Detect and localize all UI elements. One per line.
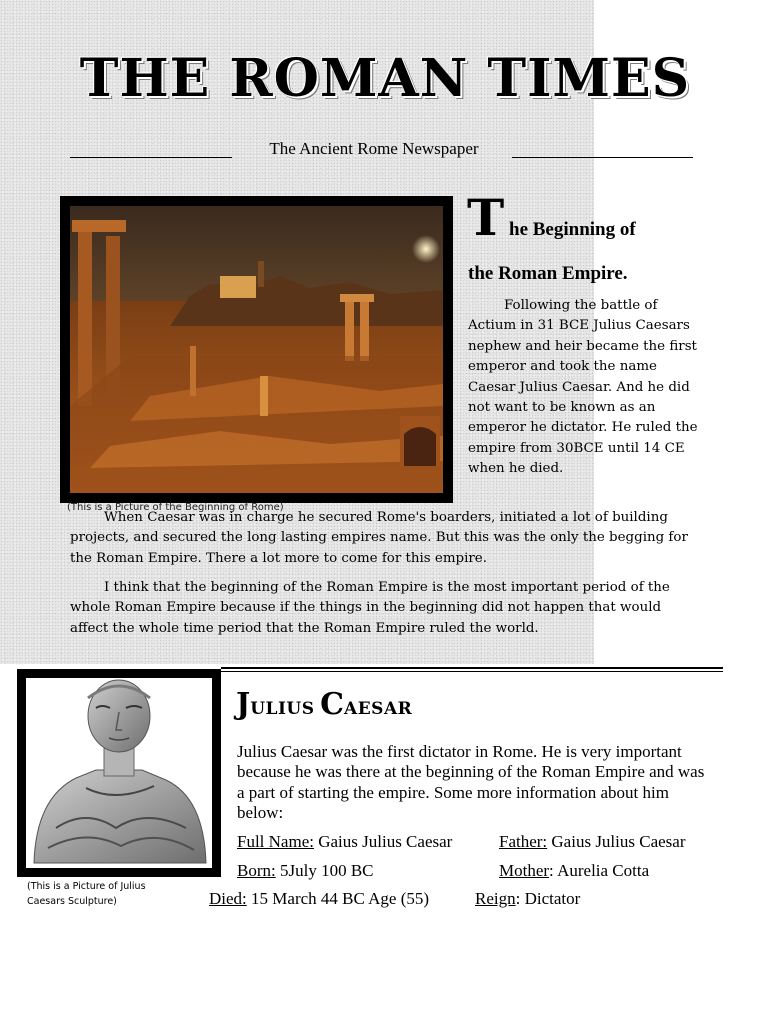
article-column-text: Following the battle of Actium in 31 BCE Julius Caesars nephew and heir became the first emperor and took the name Caesar Julius Caesar. And he did not want to be known as an emperor he dictator. He ruled the empire from 30BCE until 14 CE when he died. [468, 298, 698, 477]
fact-father-value: Gaius Julius Caesar [547, 832, 686, 851]
fact-mother-label: Mother [499, 861, 550, 880]
rome-ruins-photo [60, 196, 453, 503]
fact-born-label: Born: [237, 861, 276, 880]
caesar-photo-caption [27, 879, 207, 909]
caesar-bust-photo [17, 669, 221, 877]
fact-born [237, 861, 374, 881]
fact-died-label: Died: [209, 889, 247, 908]
fact-father [499, 832, 686, 852]
fact-reign-value: : Dictator [515, 889, 581, 908]
fact-died-value: 15 March 44 BC Age (55) [246, 889, 430, 908]
article-headline: he Beginning of [509, 219, 636, 240]
fact-full-name-label: Full Name: [237, 832, 314, 851]
fact-mother-value: : Aurelia Cotta [549, 861, 650, 880]
section-divider-thin [221, 671, 723, 672]
heading-rest-aesar: AESAR [344, 699, 413, 719]
heading-initial-j: J [236, 687, 251, 722]
fact-reign-label: Reign [475, 889, 516, 908]
article-paragraph-2: When Caesar was in charge he secured Rome's boarders, initiated a lot of building projects, and secured the long lasting empires name. But this was the only the begging for the Roman Empire. There a lot more to come for this empire. [70, 510, 688, 566]
julius-caesar-paragraph: Julius Caesar was the first dictator in Rome. He is very important because he was there at the beginning of the Roman Empire and was a part of starting the empire. Some more information about him below: [237, 742, 705, 822]
article-paragraph-3: I think that the beginning of the Roman Empire is the most important period of the whole Roman Empire because if the things in the beginning did not happen that would affect the whole time period that the Roman Empire ruled the world. [70, 580, 670, 636]
subtitle-rule-left [70, 157, 232, 158]
article-headline-line2: the Roman Empire. [468, 263, 628, 284]
heading-rest-ulius: ULIUS [250, 699, 315, 719]
fact-full-name [237, 832, 452, 852]
rome-photo-caption: (This is a Picture of the Beginning of Rome) [67, 502, 284, 513]
section-divider [221, 667, 723, 669]
heading-initial-c: C [320, 687, 345, 722]
fact-reign [475, 889, 580, 909]
caesar-caption-line1: (This is a Picture of Julius [27, 881, 146, 892]
fact-died [209, 889, 429, 909]
newspaper-title: THE ROMAN TIMES [79, 48, 691, 109]
caesar-caption-line2: Caesars Sculpture) [27, 896, 117, 907]
fact-mother [499, 861, 649, 881]
fact-full-name-value: Gaius Julius Caesar [313, 832, 453, 851]
fact-born-value: 5July 100 BC [275, 861, 374, 880]
newspaper-subtitle: The Ancient Rome Newspaper [269, 139, 479, 158]
julius-caesar-heading [236, 687, 412, 722]
headline-dropcap: T [467, 188, 505, 247]
fact-father-label: Father: [499, 832, 548, 851]
subtitle-rule-right [512, 157, 693, 158]
